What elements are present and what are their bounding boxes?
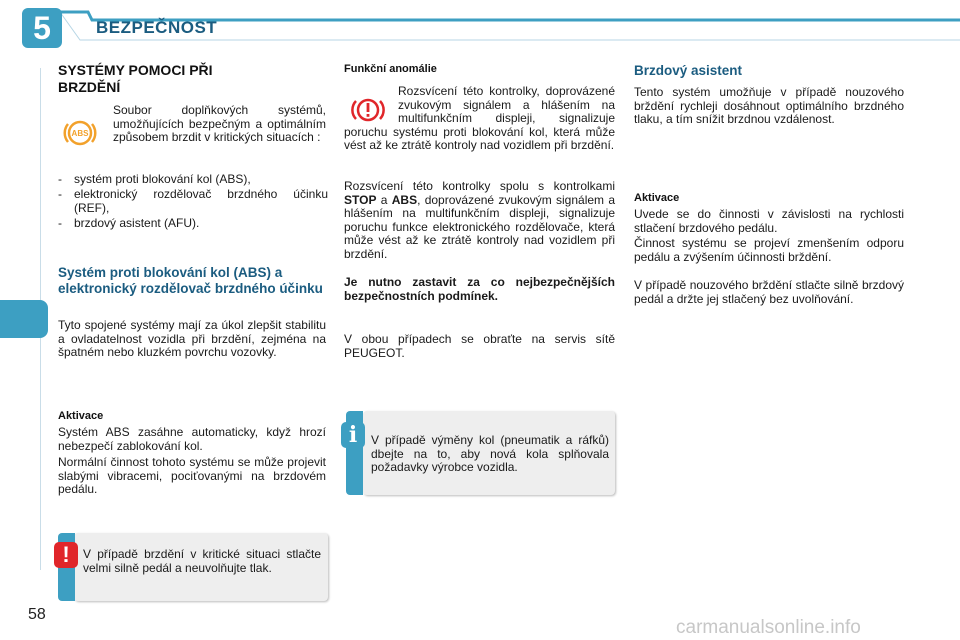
stop-label: STOP bbox=[344, 192, 377, 207]
list-item: - systém proti blokování kol (ABS), bbox=[58, 172, 251, 186]
activation-heading: Aktivace bbox=[634, 192, 680, 204]
abs-section-heading: Systém proti blokování kol (ABS) a elektronický rozdělovač brzdného účinku bbox=[58, 265, 323, 296]
side-tab[interactable] bbox=[0, 128, 41, 186]
info-icon: i bbox=[341, 422, 365, 448]
abs-paragraph: Tyto spojené systémy mají za úkol zlepšit stabilitu a ovladatelnost vozidla při brzdění, zejména na špatném nebo kluzkém povrchu vozovky. bbox=[58, 318, 326, 359]
side-tab[interactable] bbox=[0, 338, 41, 396]
malfunction-heading: Funkční anomálie bbox=[344, 63, 437, 75]
activation-paragraph: V případě nouzového brždění stlačte silně brzdový pedál a držte jej stlačený bez uvolňování. bbox=[634, 278, 904, 306]
list-item-text: brzdový asistent (AFU). bbox=[74, 216, 200, 230]
paragraph-text: a bbox=[380, 192, 388, 207]
abs-warning-lamp-icon bbox=[62, 115, 98, 151]
side-tab[interactable] bbox=[0, 396, 41, 454]
paragraph-text: , doprovázené zvukovým signálem a hlášením na multifunkčním displeji, signalizuje poruchu funkce elektronického rozdělovače, která může vést až ke ztrátě kontroly nad vozidlem při brzdění. bbox=[344, 192, 615, 261]
section-heading: SYSTÉMY POMOCI PŘI BRZDĚNÍ bbox=[58, 62, 213, 95]
paragraph-text: Rozsvícení této kontrolky spolu s kontrolkami bbox=[344, 179, 615, 193]
side-tab[interactable] bbox=[0, 454, 41, 512]
ref-malfunction-paragraph bbox=[344, 180, 615, 261]
chapter-title: BEZPEČNOST bbox=[96, 18, 218, 37]
activation-paragraph: Normální činnost tohoto systému se může projevit slabými vibracemi, pociťovanými na brzdovém pedálu. bbox=[58, 455, 326, 496]
malfunction-paragraph bbox=[344, 85, 615, 153]
stop-safely-instruction: Je nutno zastavit za co nejbezpečnějších bezpečnostních podmínek. bbox=[344, 275, 615, 303]
side-tab[interactable] bbox=[0, 186, 41, 244]
watermark: carmanualsonline.info bbox=[676, 617, 861, 638]
chapter-number-badge: 5 bbox=[22, 8, 62, 48]
list-item-text: systém proti blokování kol (ABS), bbox=[74, 172, 251, 186]
activation-heading: Aktivace bbox=[58, 410, 104, 422]
activation-paragraph: Systém ABS zasáhne automaticky, když hrozí nebezpečí zablokování kol. bbox=[58, 425, 326, 453]
brake-assist-paragraph: Tento systém umožňuje v případě nouzového brždění rychleji dosáhnout optimálního brzdného tlaku, a tím snížit brzdnou vzdálenost. bbox=[634, 85, 904, 126]
activation-paragraph: Uvede se do činnosti v závislosti na rychlosti stlačení brzdového pedálu. bbox=[634, 207, 904, 235]
brake-assist-heading: Brzdový asistent bbox=[634, 63, 743, 78]
malfunction-text: Rozsvícení této kontrolky, doprovázené zvukovým signálem a hlášením na multifunkčním displeji, signalizuje poruchu systému proti blokování kol, která může vést až ke ztrátě kontroly nad vozidlem při brzdění. bbox=[344, 84, 615, 152]
page-number: 58 bbox=[28, 606, 46, 623]
abs-label: ABS bbox=[391, 192, 418, 207]
svg-text:ABS: ABS bbox=[71, 129, 89, 138]
intro-paragraph: Soubor doplňkových systémů, umožňujících bezpečným a optimálním způsobem brzdit v kritických situacích : bbox=[113, 103, 326, 144]
warning-note-text: V případě brzdění v kritické situaci stlačte velmi silně pedál a neuvolňujte tlak. bbox=[83, 547, 321, 575]
side-tab[interactable] bbox=[0, 68, 41, 128]
list-item-text: elektronický rozdělovač brzdného účinku (REF), bbox=[74, 187, 328, 215]
side-tab[interactable] bbox=[0, 512, 41, 570]
list-item: - brzdový asistent (AFU). bbox=[58, 216, 200, 230]
side-tab[interactable] bbox=[0, 244, 41, 300]
activation-paragraph: Činnost systému se projeví zmenšením odporu pedálu a zvýšením účinnosti brždění. bbox=[634, 236, 904, 264]
list-item: - elektronický rozdělovač brzdného účinku (REF), bbox=[58, 187, 328, 215]
service-paragraph: V obou případech se obraťte na servis sítě PEUGEOT. bbox=[344, 332, 615, 360]
info-note-text: V případě výměny kol (pneumatik a ráfků) dbejte na to, aby nová kola splňovala požadavky výrobce vozidla. bbox=[371, 433, 609, 474]
side-tab-active[interactable] bbox=[0, 300, 48, 338]
exclamation-icon: ! bbox=[54, 542, 78, 568]
